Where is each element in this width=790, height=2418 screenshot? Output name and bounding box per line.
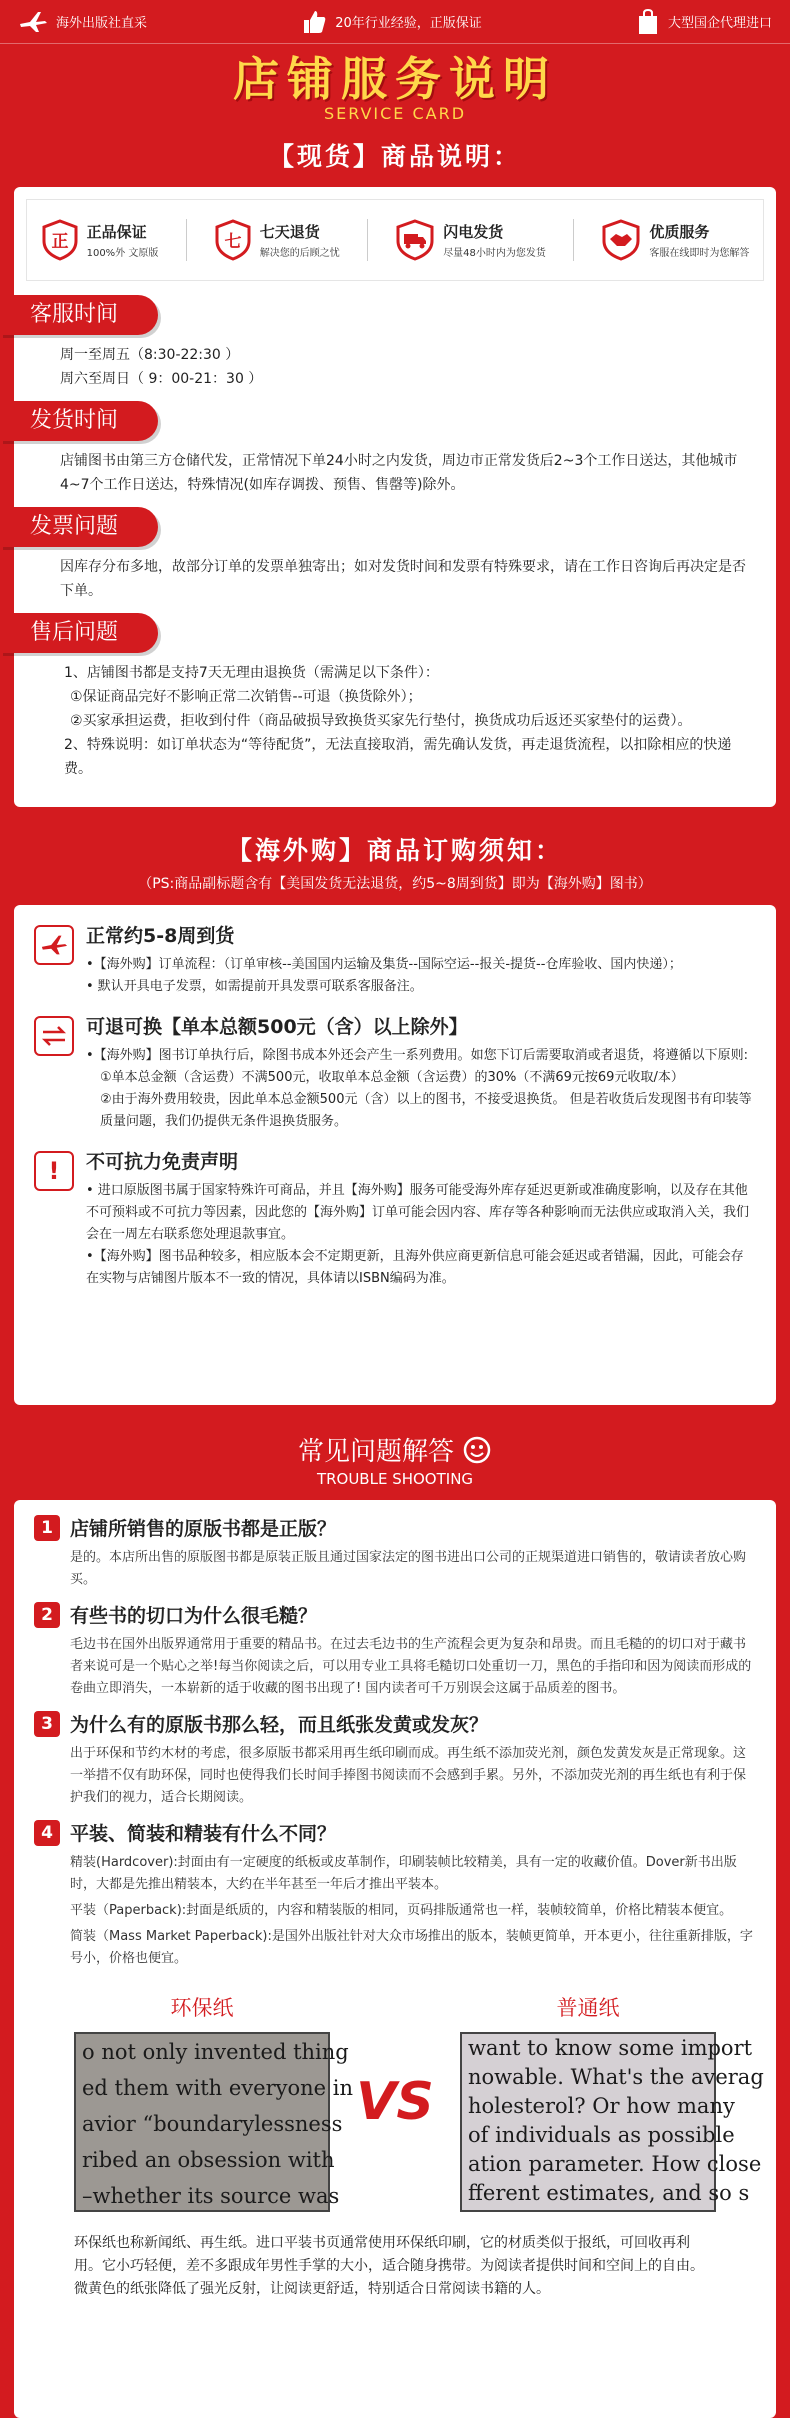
- guarantee-row: [26, 199, 764, 281]
- hero-title: 店铺服务说明: [233, 52, 557, 106]
- section-tab: 发货时间: [0, 401, 158, 441]
- eco-paper-sample: 环保纸 o not only invented thing ed them with everyone in avior “boundarylessness ribed an obsession with –whether its source was: [74, 1992, 330, 2212]
- section-tab: 发票问题: [0, 507, 158, 547]
- product-card: [14, 187, 776, 807]
- truck-icon: [395, 219, 435, 261]
- bag-icon: [636, 9, 660, 35]
- svg-text:正: 正: [51, 232, 69, 252]
- hero-subtitle: SERVICE CARD: [323, 104, 467, 123]
- section-shipping-time: 发货时间 店铺图书由第三方仓储代发，正常情况下单24小时之内发货，周边市正常发货后2~3个工作日送达，其他城市4~7个工作日送达，特殊情况(如库存调拨、预售、售罄等)除外。: [0, 401, 776, 507]
- faq-subtitle: TROUBLE SHOOTING: [316, 1470, 474, 1488]
- guarantee-return: 七 七天退货 解决您的后顾之忧: [214, 219, 340, 261]
- guarantee-genuine: 正 正品保证 100%外 文原版: [41, 219, 159, 261]
- eco-paper-description: 环保纸也称新闻纸、再生纸。进口平装书页通常使用环保纸印刷，它的材质类似于报纸，可回收再利用。它小巧轻便，差不多跟成年男性手掌的大小，适合随身携带。为阅读者提供时间和空间上的自由。微黄色的纸张降低了强光反射，让阅读更舒适，特别适合日常阅读书籍的人。: [74, 2235, 704, 2297]
- overseas-item-disclaimer: ! 不可抗力免责声明 • 进口原版图书属于国家特殊许可商品，并且【海外购】服务可能受海外库存延迟更新或准确度影响，以及存在其他不可预料或不可抗力等因素，因此您的【海外购】订单可能会因内容、库存等各种影响而无法供应或取消入关，我们会在一周左右联系您处理退款事宜。 •【海外购】图书品种较多，相应版本会不定期更新，且海外供应商更新信息可能会延迟或者错漏，因此，可能会存在实物与店铺图片版本不一致的情况，具体请以ISBN编码为准。: [14, 1147, 776, 1290]
- section-tab: 客服时间: [0, 295, 158, 335]
- plane-icon: [18, 10, 48, 34]
- faq-item-1: 1 店铺所销售的原版书都是正版？ 是的。本店所出售的原版图书都是原装正版且通过国家法定的图书进出口公司的正规渠道进口销售的，敬请读者放心购买。: [14, 1514, 776, 1591]
- product-section-title: 【现货】商品说明：: [268, 142, 521, 171]
- topbar-item-import: 大型国企代理进口: [636, 9, 772, 35]
- vs-label: VS: [356, 2072, 434, 2132]
- section-invoice: 发票问题 因库存分布多地，故部分订单的发票单独寄出；如对发货时间和发票有特殊要求，请在工作日咨询后再决定是否下单。: [0, 507, 776, 613]
- faq-number: 2: [34, 1602, 60, 1628]
- faq-card: [14, 1500, 776, 2418]
- overseas-section-title: 【海外购】商品订购须知：: [226, 836, 563, 865]
- plane-icon: [34, 925, 74, 965]
- overseas-item-returns: 可退可换【单本总额500元（含）以上除外】 •【海外购】图书订单执行后，除图书成本外还会产生一系列费用。如您下订后需要取消或者退货，将遵循以下原则: ①单本总金额（含运费）不满500元，收取单本总金额（含运费）的30%（不满69元按69元收取/本） ②由于海外费用较贵，因此单本总金额500元（含）以上的图书，不接受退换货。 但是若收货后发现图书有印装等质量问题，我们仍提供无条件退换货服务。: [14, 1012, 776, 1133]
- faq-number: 3: [34, 1711, 60, 1737]
- faq-item-2: 2 有些书的切口为什么很毛糙？ 毛边书在国外出版界通常用于重要的精品书。在过去毛边书的生产流程会更为复杂和昂贵。而且毛糙的的切口对于藏书者来说可是一个贴心之举!每当你阅读之后，可以用专业工具将毛糙切口处重切一刀，黑色的手指印和因为阅读而形成的卷曲立即消失，一本崭新的适于收藏的图书出现了! 国内读者可千万别误会这属于品质差的图书。: [14, 1601, 776, 1700]
- overseas-item-delivery: 正常约5-8周到货 •【海外购】订单流程：（订单审核--美国国内运输及集货--国际空运--报关-提货--仓库验收、国内快递）； • 默认开具电子发票，如需提前开具发票可联系客服备注。: [14, 921, 776, 998]
- regular-paper-image: want to know some import nowable. What's the averag holesterol? Or how many of individuals as possible ation parameter. How close fferent estimates, and so s: [460, 2032, 716, 2212]
- shield-genuine-icon: [41, 219, 79, 261]
- topbar-item-experience: 20年行业经验，正版保证: [301, 9, 482, 35]
- exchange-icon: [34, 1016, 74, 1056]
- divider: [367, 219, 368, 261]
- top-bar: [0, 0, 790, 44]
- section-tab: 售后问题: [0, 613, 158, 653]
- overseas-card: [14, 905, 776, 1405]
- faq-item-4: 4 平装、简装和精装有什么不同？ 精装(Hardcover):封面由有一定硬度的纸板或皮革制作，印刷装帧比较精美，具有一定的收藏价值。Dover新书出版时，大都是先推出精装本，大约在半年甚至一年后才推出平装本。 平装（Paperback):封面是纸质的，内容和精装版的相同，页码排版通常也一样，装帧较简单，价格比精装本便宜。 简装（Mass Market Paperback):是国外出版社针对大众市场推出的版本，装帧更简单，开本更小，往往重新排版，字号小，价格也便宜。: [14, 1819, 776, 1970]
- overseas-note: （PS:商品副标题含有【美国发货无法退货，约5~8周到货】即为【海外购】图书）: [138, 876, 652, 892]
- faq-title: 常见问题解答: [297, 1437, 454, 1467]
- guarantee-service: 优质服务 客服在线即时为您解答: [601, 219, 749, 261]
- handshake-icon: [601, 219, 641, 261]
- faq-header: [0, 1431, 790, 1488]
- eco-paper-image: o not only invented thing ed them with everyone in avior “boundarylessness ribed an obsession with –whether its source was: [74, 2032, 330, 2212]
- exclamation-icon: !: [34, 1151, 74, 1191]
- paper-comparison: [14, 1992, 776, 2212]
- hero: [0, 44, 790, 123]
- smiley-icon: [462, 1435, 492, 1465]
- shield-seven-icon: [214, 219, 252, 261]
- divider: [186, 219, 187, 261]
- faq-number: 1: [34, 1515, 60, 1541]
- faq-number: 4: [34, 1820, 60, 1846]
- divider: [573, 219, 574, 261]
- thumbs-up-icon: [301, 9, 327, 35]
- section-service-hours: 客服时间 周一至周五（8:30-22:30 ） 周六至周日（ 9：00-21：30 ）: [0, 295, 776, 401]
- guarantee-shipping: 闪电发货 尽量48小时内为您发货: [395, 219, 546, 261]
- section-after-sales: 售后问题 1、店铺图书都是支持7天无理由退换货（需满足以下条件）： ①保证商品完好不影响正常二次销售--可退（换货除外）； ②买家承担运费，拒收到付件（商品破损导致换货买家先行垫付，换货成功后返还买家垫付的运费）。 2、特殊说明：如订单状态为“等待配货”，无法直接取消，需先确认发货，再走退货流程，以扣除相应的快递费。: [0, 613, 776, 795]
- faq-item-3: 3 为什么有的原版书那么轻，而且纸张发黄或发灰？ 出于环保和节约木材的考虑，很多原版书都采用再生纸印刷而成。再生纸不添加荧光剂，颜色发黄发灰是正常现象。这一举措不仅有助环保，同时也使得我们长时间手捧图书阅读而不会感到手累。另外，不添加荧光剂的再生纸也有利于保护我们的视力，适合长期阅读。: [14, 1710, 776, 1809]
- regular-paper-sample: 普通纸 want to know some import nowable. What's the averag holesterol? Or how many of individuals as possible ation parameter. How close fferent estimates, and so s: [460, 1992, 716, 2212]
- topbar-item-direct: 海外出版社直采: [18, 10, 147, 34]
- svg-text:七: 七: [224, 232, 242, 252]
